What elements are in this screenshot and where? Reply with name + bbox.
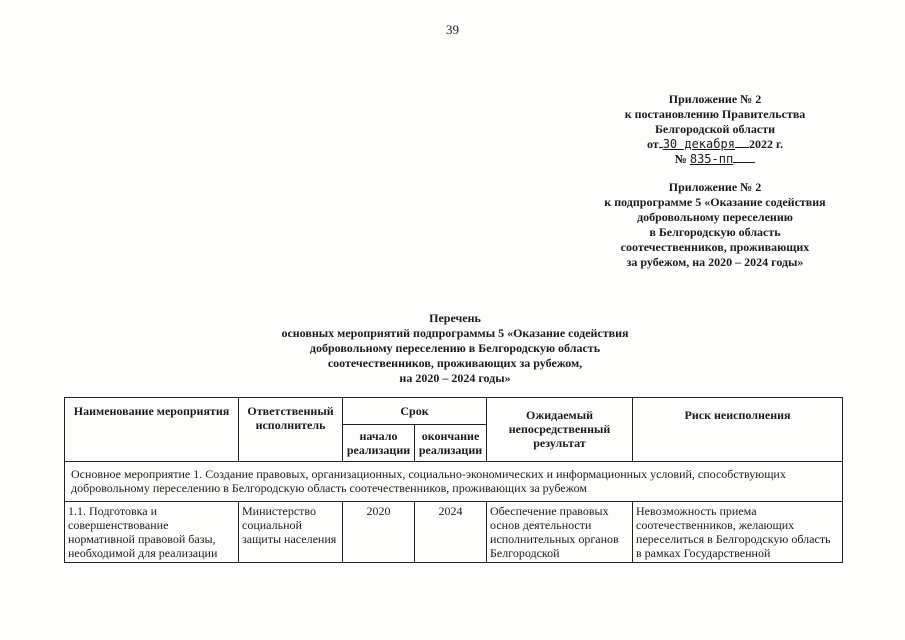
row-end: 2024 xyxy=(415,502,487,563)
appendix-title: Приложение № 2 xyxy=(668,180,762,194)
measures-table xyxy=(64,397,843,563)
appendix-line: в Белгородскую область xyxy=(649,225,781,239)
row-start: 2020 xyxy=(343,502,415,563)
title-line: основных мероприятий подпрограммы 5 «Оказание содействия xyxy=(281,326,629,340)
appendix-line: за рубежом, на 2020 – 2024 годы» xyxy=(626,255,804,269)
appendix-line: соотечественников, проживающих xyxy=(620,240,810,254)
header-row xyxy=(65,398,843,425)
header-responsible: Ответственный исполнитель xyxy=(239,398,343,462)
appendix-line: к постановлению Правительства xyxy=(624,107,806,121)
header-term: Срок xyxy=(343,398,487,425)
header-result: Ожидаемый непосредственный результат xyxy=(487,398,633,462)
appendix-date: от 30 декабря 2022 г. xyxy=(646,137,784,151)
row-risk: Невозможность приема соотечественников, желающих переселиться в Белгородскую область в рамках Государственной xyxy=(633,502,843,563)
appendix-number: № 835-пп xyxy=(590,152,840,167)
row-result: Обеспечение правовых основ деятельности исполнительных органов Белгородской xyxy=(487,502,633,563)
header-start: начало реализации xyxy=(343,425,415,462)
section-row xyxy=(65,462,843,502)
title-line: на 2020 – 2024 годы» xyxy=(399,371,511,385)
row-responsible: Министерство социальной защиты населения xyxy=(239,502,343,563)
header-risk: Риск неисполнения xyxy=(633,398,843,462)
appendix-resolution-block xyxy=(590,92,840,167)
header-end: окончание реализации xyxy=(415,425,487,462)
date-value: 30 декабря xyxy=(662,137,735,151)
title-line: Перечень xyxy=(429,311,481,325)
appendix-line: добровольному переселению xyxy=(637,210,793,224)
number-value: 835-пп xyxy=(689,152,734,166)
page-number: 39 xyxy=(446,22,459,37)
appendix-line: к подпрограмме 5 «Оказание содействия xyxy=(604,195,826,209)
appendix-subprogram-block xyxy=(590,180,840,270)
section-title: Основное мероприятие 1. Создание правовых, организационных, социально-экономических и информационных условий, способствующих добровольному переселению в Белгородскую область соотечественников, проживающих за рубежом xyxy=(65,462,843,502)
title-line: добровольному переселению в Белгородскую область xyxy=(309,341,601,355)
row-name: 1.1. Подготовка и совершенствование нормативной правовой базы, необходимой для реализации xyxy=(65,502,239,563)
header-name: Наименование мероприятия xyxy=(65,398,239,462)
appendix-title: Приложение № 2 xyxy=(668,92,762,106)
title-line: соотечественников, проживающих за рубежом, xyxy=(327,356,583,370)
table-row xyxy=(65,502,843,563)
document-title xyxy=(200,311,710,386)
appendix-line: Белгородской области xyxy=(654,122,776,136)
